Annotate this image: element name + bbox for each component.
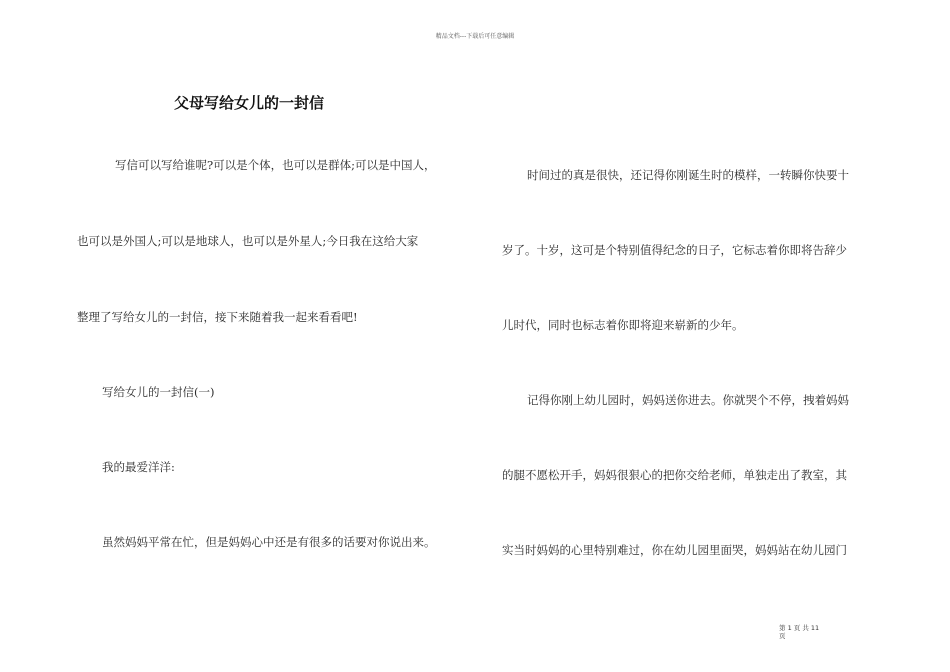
paragraph-line: 实当时妈妈的心里特别难过，你在幼儿园里面哭，妈妈站在幼儿园门 xyxy=(502,543,847,557)
paragraph-line: 整理了写给女儿的一封信，接下来随着我一起来看看吧! xyxy=(77,310,358,324)
paragraph-line: 的腿不愿松开手，妈妈很狠心的把你交给老师，单独走出了教室，其 xyxy=(502,468,847,482)
page-number xyxy=(779,623,820,640)
paragraph-line: 也可以是外国人;可以是地球人，也可以是外星人;今日我在这给大家 xyxy=(77,234,419,248)
paragraph-line: 写信可以写给谁呢?可以是个体，也可以是群体;可以是中国人， xyxy=(115,158,436,172)
paragraph-line: 岁了。十岁，这可是个特别值得纪念的日子，它标志着你即将告辞少 xyxy=(502,243,847,257)
page-number-unit: 页 xyxy=(779,632,786,640)
paragraph-line: 儿时代，同时也标志着你即将迎来崭新的少年。 xyxy=(502,318,744,332)
page-number-label: 第 1 页 共 11 xyxy=(779,624,820,632)
page-title: 父母写给女儿的一封信 xyxy=(174,94,325,112)
paragraph-line: 记得你刚上幼儿园时，妈妈送你进去。你就哭个不停，拽着妈妈 xyxy=(527,393,849,407)
salutation: 我的最爱洋洋: xyxy=(102,460,175,474)
header-note: 精品文档---下载后可任意编辑 xyxy=(435,33,515,40)
paragraph-line: 时间过的真是很快，还记得你刚诞生时的模样，一转瞬你快要十 xyxy=(527,168,849,182)
section-heading: 写给女儿的一封信(一) xyxy=(102,385,215,399)
paragraph-line: 虽然妈妈平常在忙，但是妈妈心中还是有很多的话要对你说出来。 xyxy=(102,535,436,549)
